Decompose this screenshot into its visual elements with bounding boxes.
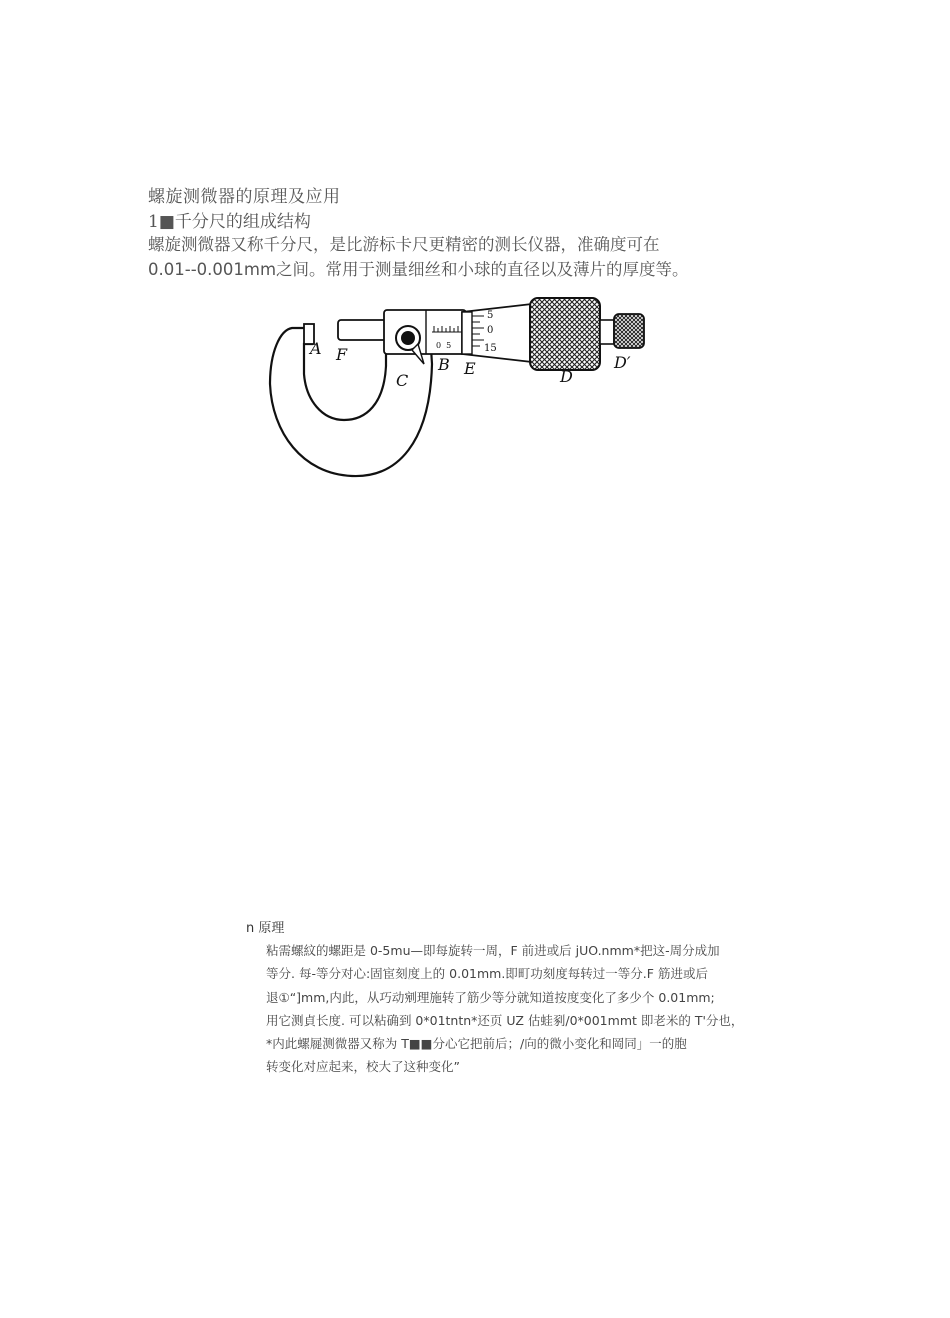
doc-title: 螺旋测微器的原理及应用 <box>148 187 341 207</box>
label-e: E <box>464 359 476 378</box>
section-heading-principle: n 原理 <box>246 921 285 936</box>
label-d-prime: D′ <box>614 353 631 372</box>
intro-line-2 <box>148 257 788 282</box>
intro-line-1: 螺旋测微器又称千分尺，是比游标卡尺更精密的测长仪器，准确度可在 <box>148 235 660 254</box>
principle-line-2: 等分. 每-等分对心:固宦刻度上的 0.01mm.即町功刻度每转过一等分.F 筋进或后 <box>266 966 708 982</box>
principle-line-3: 退①“]mm,内此，从巧动剜理施转了筋少等分就知道按度变化了多少个 0.01mm; <box>266 989 715 1005</box>
section-heading-structure: 1■千分尺的组成结构 <box>148 212 311 232</box>
knurled-grip <box>530 298 600 370</box>
label-d: D <box>560 367 573 386</box>
label-c: C <box>396 371 409 390</box>
principle-line-4: 用它测貞长度. 可以粘确到 0*01tntn*还页 UZ 估蛙剢/0*001mmt 即老米的 T'分也， <box>266 1012 744 1028</box>
principle-line-6: 转变化对应起来，校大了这种变化” <box>266 1059 460 1075</box>
thimble-scale-0: 0 <box>487 325 494 336</box>
thimble-scale-15: 15 <box>484 343 497 354</box>
principle-line-5: *内此螺屣测微器又称为 T■■分心它把前后；/向的微小变化和岡同」一的胞 <box>266 1036 687 1052</box>
thimble-scale-5: 5 <box>487 310 494 321</box>
micrometer-figure <box>262 292 654 482</box>
sleeve-scale-label: 0 5 <box>436 341 452 350</box>
intro-line-2-rest: 之间。常用于测量细丝和小球的直径以及薄片的厚度等。 <box>276 260 689 279</box>
principle-paragraph <box>266 939 786 1079</box>
precision-range: 0.01--0.001mm <box>148 260 277 279</box>
principle-line-1: 粘需螺紋的螺距是 0-5mu—即每旋转一周，F 前进或后 jUO.nmm*把这-周分成加 <box>266 943 720 958</box>
spindle <box>338 320 386 340</box>
label-b: B <box>438 355 450 374</box>
intro-paragraph <box>148 232 788 282</box>
ratchet <box>614 314 644 348</box>
label-a: A <box>310 339 322 358</box>
label-f: F <box>336 345 348 364</box>
